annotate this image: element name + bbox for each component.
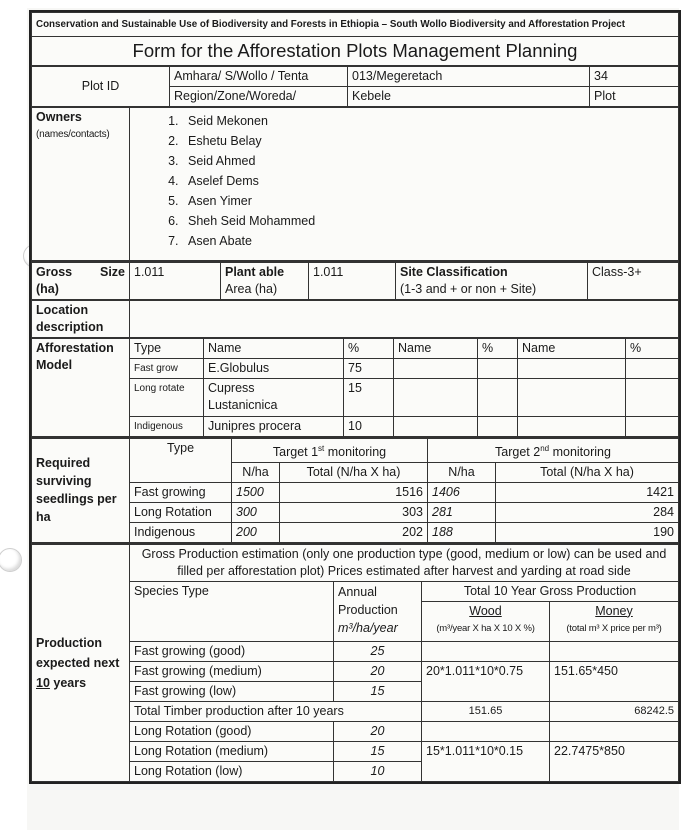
site-class-sublabel: (1-3 and + or non + Site)	[400, 281, 537, 296]
col-wood-formula: (m³/year X ha X 10 X %)	[436, 622, 535, 634]
col-wood: Wood	[469, 603, 502, 618]
target2-header: Target 2nd monitoring	[428, 438, 679, 462]
seedling-type: Long Rotation	[130, 502, 232, 522]
site-class-value: Class-3+	[588, 262, 679, 299]
seedling-t1: 202	[280, 522, 428, 543]
gross-label: Gross	[36, 264, 73, 279]
col-pct: %	[626, 338, 679, 358]
col-name: Name	[204, 338, 344, 358]
col-total: Total (N/ha X ha)	[280, 462, 428, 482]
seedling-t1: 303	[280, 502, 428, 522]
seedlings-label: Required surviving seedlings per ha	[32, 438, 130, 543]
annual-value: 20	[334, 661, 422, 681]
species-row: Fast growing (medium)	[130, 661, 334, 681]
annual-value: 25	[334, 641, 422, 661]
owners-section	[31, 107, 679, 262]
col-money: Money	[595, 603, 633, 618]
plot-label: Plot	[590, 87, 679, 107]
model-type: Indigenous	[130, 416, 204, 437]
owner-item: 2. Eshetu Belay	[182, 131, 674, 151]
col-pct: %	[478, 338, 518, 358]
col-annual-b: Production	[338, 602, 398, 617]
kebele-value: 013/Megeretach	[348, 67, 590, 87]
wood-value: 20*1.011*10*0.75	[422, 661, 550, 701]
model-name: E.Globulus	[204, 358, 344, 378]
species-row: Fast growing (good)	[130, 641, 334, 661]
wood-value	[422, 641, 550, 661]
wood-value	[422, 721, 550, 741]
location-label: Location description	[32, 300, 130, 337]
seedling-n1: 300	[232, 502, 280, 522]
wood-value: 15*1.011*10*0.15	[422, 741, 550, 781]
owner-item: 1. Seid Mekonen	[182, 111, 674, 131]
model-label: Afforestation Model	[32, 338, 130, 437]
total-timber-label: Total Timber production after 10 years	[130, 701, 422, 721]
owners-list	[134, 111, 674, 251]
size-label: Size	[99, 264, 125, 279]
location-value	[130, 300, 679, 337]
col-name: Name	[394, 338, 478, 358]
seedling-n2: 188	[428, 522, 496, 543]
project-title: Conservation and Sustainable Use of Biodiversity and Forests in Ethiopia – South Wollo Biodiversity and Afforestation Project	[32, 13, 679, 37]
seedling-t2: 190	[496, 522, 679, 543]
owner-item: 7. Asen Abate	[182, 231, 674, 251]
seedling-n1: 1500	[232, 482, 280, 502]
col-species-type: Species Type	[130, 581, 334, 641]
punch-hole	[0, 548, 22, 572]
gross-size-value: 1.011	[130, 262, 221, 299]
model-pct: 75	[344, 358, 394, 378]
col-total: Total (N/ha X ha)	[496, 462, 679, 482]
form-title: Form for the Afforestation Plots Management Planning	[32, 37, 679, 66]
species-row: Long Rotation (low)	[130, 761, 334, 781]
owner-item: 4. Aselef Dems	[182, 171, 674, 191]
annual-value: 20	[334, 721, 422, 741]
col-total-10yr: Total 10 Year Gross Production	[422, 581, 679, 601]
kebele-label: Kebele	[348, 87, 590, 107]
total-money-value: 68242.5	[550, 701, 679, 721]
col-money-formula: (total m³ X price per m³)	[566, 622, 662, 634]
afforestation-model-section	[31, 338, 679, 438]
plot-id-section	[31, 66, 679, 107]
owners-sublabel: (names/contacts)	[36, 129, 110, 140]
seedling-type: Indigenous	[130, 522, 232, 543]
species-row: Fast growing (low)	[130, 681, 334, 701]
model-pct: 10	[344, 416, 394, 437]
model-type: Long rotate	[130, 378, 204, 416]
seedling-t2: 284	[496, 502, 679, 522]
owner-item: 3. Seid Ahmed	[182, 151, 674, 171]
seedlings-col-type: Type	[130, 438, 232, 482]
owner-item: 5. Asen Yimer	[182, 191, 674, 211]
model-pct: 15	[344, 378, 394, 416]
seedling-n2: 1406	[428, 482, 496, 502]
site-class-label: Site Classification	[400, 264, 508, 279]
money-value	[550, 641, 679, 661]
model-name: Junipres procera	[204, 416, 344, 437]
seedling-n2: 281	[428, 502, 496, 522]
total-wood-value: 151.65	[422, 701, 550, 721]
col-nha: N/ha	[428, 462, 496, 482]
region-value: Amhara/ S/Wollo / Tenta	[170, 67, 348, 87]
ha-label: (ha)	[36, 281, 59, 296]
money-value	[550, 721, 679, 741]
model-type: Fast grow	[130, 358, 204, 378]
owner-item: 6. Sheh Seid Mohammed	[182, 211, 674, 231]
col-type: Type	[130, 338, 204, 358]
production-label: Production expected next 10 years	[32, 544, 130, 781]
seedling-n1: 200	[232, 522, 280, 543]
location-section	[31, 300, 679, 338]
annual-value: 10	[334, 761, 422, 781]
owners-label: Owners	[36, 110, 82, 124]
gross-size-section	[31, 262, 679, 300]
plantable-sublabel: Area (ha)	[225, 281, 278, 296]
seedlings-section	[31, 438, 679, 544]
col-annual: Annual	[338, 584, 377, 599]
col-name: Name	[518, 338, 626, 358]
seedling-t1: 1516	[280, 482, 428, 502]
species-row: Long Rotation (good)	[130, 721, 334, 741]
annual-value: 15	[334, 741, 422, 761]
col-pct: %	[344, 338, 394, 358]
plot-id-label: Plot ID	[32, 67, 170, 107]
money-value: 22.7475*850	[550, 741, 679, 781]
seedling-type: Fast growing	[130, 482, 232, 502]
production-note: Gross Production estimation (only one production type (good, medium or low) can be used and filled per afforestation plot) Prices estimated after harvest and yarding at road side	[130, 544, 679, 581]
region-label: Region/Zone/Woreda/	[170, 87, 348, 107]
plantable-label: Plant able	[225, 264, 285, 279]
production-section	[31, 544, 679, 782]
afforestation-form	[29, 10, 681, 784]
annual-value: 15	[334, 681, 422, 701]
seedling-t2: 1421	[496, 482, 679, 502]
col-nha: N/ha	[232, 462, 280, 482]
plot-value: 34	[590, 67, 679, 87]
money-value: 151.65*450	[550, 661, 679, 701]
plantable-value: 1.011	[309, 262, 396, 299]
model-name: Cupress Lustanicnica	[208, 380, 278, 412]
form-header	[31, 12, 679, 66]
species-row: Long Rotation (medium)	[130, 741, 334, 761]
col-annual-unit: m³/ha/year	[338, 620, 398, 635]
target1-header: Target 1st monitoring	[232, 438, 428, 462]
